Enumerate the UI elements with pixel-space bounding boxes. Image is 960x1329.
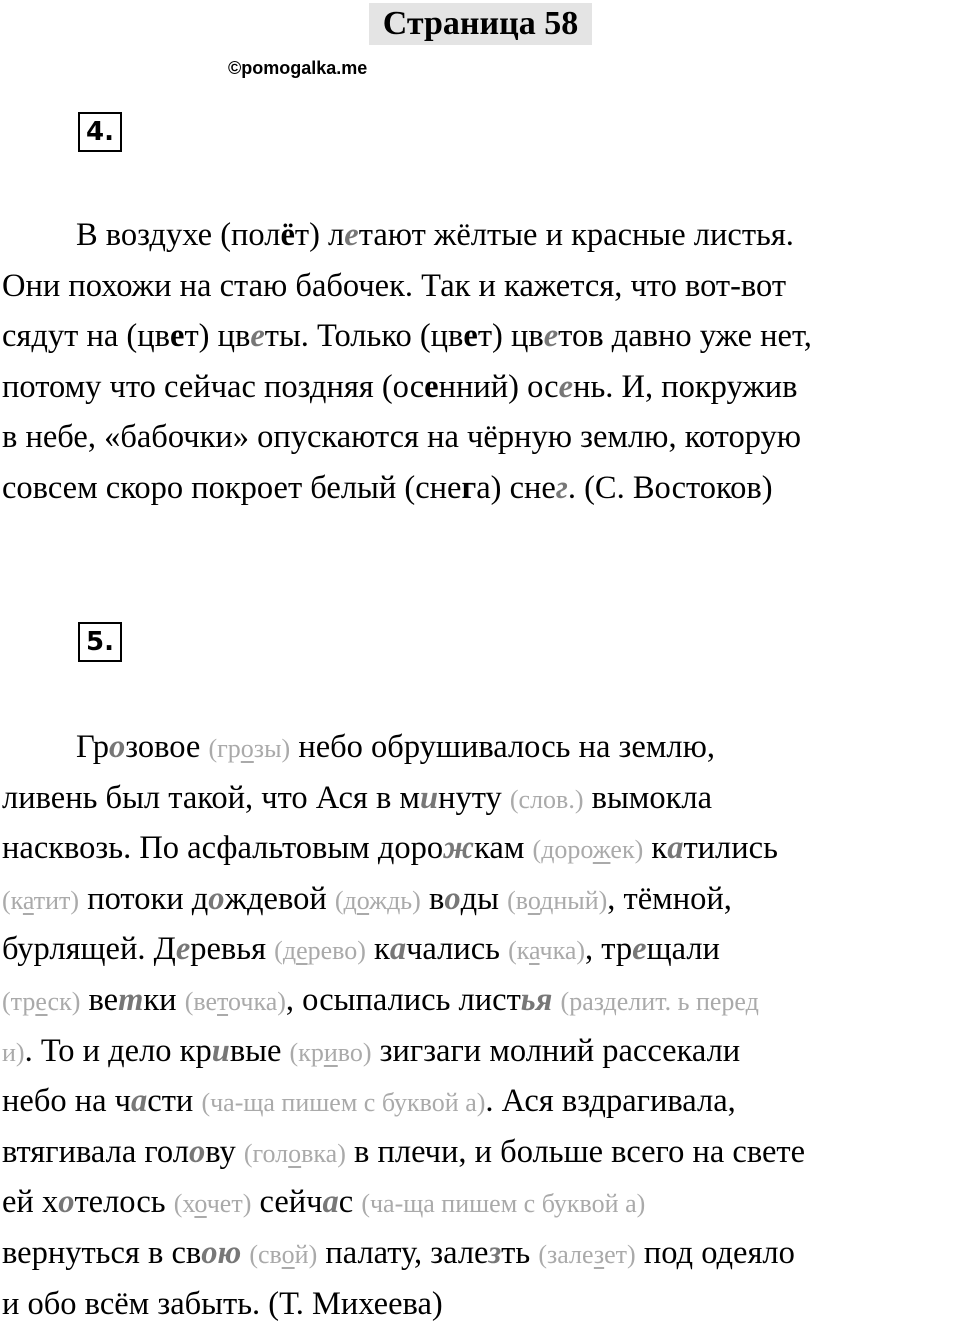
text-line [2, 924, 960, 975]
orthogram-letter: е [250, 318, 265, 355]
orthogram-letter: е [344, 217, 359, 253]
text-segment: щали [646, 931, 720, 968]
text-segment: нь. И, покружив [573, 368, 798, 405]
hint-text: (х [173, 1189, 195, 1219]
text-line [2, 1228, 960, 1279]
orthogram-letter: з [488, 1234, 502, 1271]
text-segment: под одеяло [635, 1234, 795, 1271]
text-segment: а) сне [476, 469, 556, 506]
orthogram-letter: а [131, 1083, 148, 1120]
text-segment: сти [147, 1083, 202, 1120]
text-segment: ждевой [224, 880, 335, 917]
hint-underlined-letter: а [22, 885, 34, 915]
page-title: Страница 58 [369, 3, 592, 45]
text-line [2, 1279, 960, 1329]
orthogram-letter: е [632, 931, 647, 968]
text-line [2, 362, 960, 413]
task-5-text [2, 722, 960, 1329]
hint-text: чет) [206, 1189, 252, 1219]
text-segment: . (С. Востоков) [567, 469, 773, 506]
text-segment: ты. Только (цв [264, 318, 464, 355]
text-segment: Они похожи на стаю бабочек. Так и кажется, что вот-вот [2, 267, 787, 304]
orthogram-letter: г [555, 469, 568, 506]
text-segment: , тёмной, [607, 880, 732, 917]
hint-text: зы) [253, 734, 291, 763]
text-line [2, 874, 960, 925]
text-segment: нуту [438, 779, 510, 816]
text-segment: вые [229, 1032, 290, 1069]
text-segment: бурлящей. Д [2, 931, 176, 968]
orthogram-letter: т [118, 981, 144, 1018]
hint-text: (тр [2, 986, 36, 1016]
text-segment: ки [143, 981, 185, 1018]
text-segment: совсем скоро покроет белый (сне [2, 469, 462, 506]
text-segment: ей х [2, 1184, 59, 1221]
bold-letter: е [463, 318, 478, 355]
hint-text: (зале [538, 1239, 594, 1269]
text-line [2, 1076, 960, 1127]
hint-text: (к [2, 885, 23, 915]
text-segment: ливень был такой, что Ася в м [2, 779, 420, 816]
text-line [2, 1026, 960, 1077]
text-segment: и обо всём забыть. (Т. Михеева) [2, 1285, 443, 1322]
hint-underlined-letter: е [35, 986, 48, 1016]
hint-text: ет) [604, 1239, 636, 1269]
task-4-text [2, 210, 960, 514]
orthogram-letter: и [211, 1032, 230, 1069]
orthogram-letter: о [58, 1184, 75, 1221]
text-line [2, 463, 960, 514]
hint-text: вка) [301, 1138, 346, 1168]
text-segment: ды [460, 880, 508, 917]
text-line [2, 773, 960, 824]
text-segment: тов давно уже нет, [558, 318, 812, 355]
text-segment: вымокла [583, 779, 713, 816]
hint-text: (ча-ща пишем с буквой а) [361, 1189, 646, 1219]
hint-text: (св [249, 1239, 282, 1269]
text-segment: ть [501, 1234, 539, 1271]
text-segment: телось [74, 1184, 174, 1221]
text-segment: . Ася вздрагивала, [485, 1083, 736, 1120]
text-segment: кам [474, 830, 533, 867]
text-segment: к [643, 830, 668, 867]
text-segment: Гр [76, 729, 109, 765]
orthogram-letter: ья [520, 981, 553, 1018]
task-number-5: 5. [78, 622, 122, 662]
hint-text: (д [334, 885, 357, 915]
hint-text: (кр [289, 1037, 324, 1067]
hint-text: тит) [33, 885, 80, 915]
hint-underlined-letter: о [240, 734, 254, 763]
task-number-4: 4. [78, 112, 122, 152]
text-segment: ве [80, 981, 119, 1018]
text-segment: палату, зале [317, 1234, 489, 1271]
orthogram-letter: е [175, 931, 191, 968]
text-segment: зигзаги молний рассекали [371, 1032, 741, 1069]
hint-text: чка) [539, 936, 586, 966]
hint-text: (гол [243, 1138, 289, 1168]
text-line [2, 311, 960, 362]
hint-text: (гр [208, 734, 241, 763]
orthogram-letter: о [444, 880, 461, 917]
text-line [2, 722, 960, 773]
text-line [2, 210, 960, 261]
text-segment: потоки д [79, 880, 209, 917]
hint-underlined-letter: е [296, 936, 308, 966]
hint-text: дный) [540, 885, 608, 915]
text-segment: тают жёлтые и красные листья. [358, 217, 794, 253]
text-segment: в [420, 880, 445, 917]
orthogram-letter: о [109, 729, 126, 765]
text-line [2, 1177, 960, 1228]
hint-text: во) [337, 1037, 372, 1067]
text-segment: ревья [190, 931, 275, 968]
text-segment: втягивала гол [2, 1133, 189, 1170]
hint-underlined-letter: о [527, 885, 541, 915]
text-segment: , тр [585, 931, 633, 968]
hint-underlined-letter: о [356, 885, 370, 915]
bold-letter: ё [280, 217, 295, 253]
text-segment: . То и дело кр [24, 1032, 212, 1069]
orthogram-letter: о [188, 1133, 206, 1170]
text-segment: В воздухе (пол [76, 217, 281, 253]
text-segment: потому что сейчас поздняя (ос [2, 368, 425, 405]
hint-underlined-letter: о [281, 1239, 295, 1269]
text-segment: небо на ч [2, 1083, 132, 1120]
orthogram-letter: е [543, 318, 559, 355]
hint-text: (слов.) [509, 784, 584, 814]
hint-text: (разделит. ь перед [560, 986, 759, 1016]
text-line [2, 412, 960, 463]
hint-text: рево) [307, 936, 366, 966]
hint-text: ждь) [369, 885, 421, 915]
orthogram-letter: и [420, 779, 439, 816]
hint-text: (ве [184, 986, 218, 1016]
hint-text: (доро [532, 835, 593, 865]
text-segment: вернуться в св [2, 1234, 202, 1271]
hint-text: ск) [47, 986, 81, 1016]
hint-text: (к [508, 936, 530, 966]
hint-text: (д [274, 936, 297, 966]
text-segment: т) цв [184, 318, 251, 355]
hint-underlined-letter: и [323, 1037, 338, 1067]
hint-text: ек) [610, 835, 644, 865]
text-segment [552, 982, 560, 1018]
hint-underlined-letter: ж [592, 835, 611, 865]
hint-text: очка) [228, 986, 286, 1016]
hint-underlined-letter: о [288, 1138, 302, 1168]
text-segment: сядут на (цв [2, 318, 170, 355]
hint-underlined-letter: т [217, 986, 229, 1016]
bold-letter: е [424, 368, 439, 405]
text-segment: к [365, 931, 390, 968]
bold-letter: е [170, 318, 185, 355]
text-segment: т) цв [477, 318, 544, 355]
text-segment: нний) ос [438, 368, 559, 405]
text-segment: с [338, 1184, 362, 1221]
text-segment: сейч [251, 1184, 323, 1221]
text-segment: зовое [125, 729, 209, 765]
orthogram-letter: а [667, 830, 684, 867]
orthogram-letter: ою [201, 1234, 242, 1271]
hint-text: (ча-ща пишем с буквой а) [201, 1088, 486, 1118]
text-line [2, 261, 960, 312]
orthogram-letter: ж [443, 830, 475, 867]
text-segment: небо обрушивалось на землю, [290, 729, 716, 765]
hint-text: и) [2, 1037, 25, 1067]
text-segment: тились [683, 830, 778, 867]
text-line [2, 1127, 960, 1178]
copyright-text: ©pomogalka.me [228, 58, 368, 78]
bold-letter: г [461, 469, 477, 506]
text-segment: в небе, «бабочки» опускаются на чёрную землю, которую [2, 419, 802, 456]
hint-text: й) [294, 1239, 318, 1269]
hint-text: (в [507, 885, 528, 915]
text-segment: т) л [294, 217, 345, 253]
text-segment: чались [406, 931, 509, 968]
text-line [2, 975, 960, 1026]
hint-underlined-letter: а [529, 936, 540, 966]
orthogram-letter: е [558, 368, 574, 405]
text-segment: , осыпались лист [285, 981, 521, 1018]
orthogram-letter: а [322, 1184, 339, 1221]
text-line [2, 823, 960, 874]
text-segment: в плечи, и больше всего на свете [345, 1133, 806, 1170]
hint-underlined-letter: з [593, 1239, 605, 1269]
hint-underlined-letter: о [194, 1189, 207, 1219]
orthogram-letter: а [389, 931, 407, 968]
text-segment: насквозь. По асфальтовым доро [2, 830, 444, 867]
orthogram-letter: о [208, 880, 225, 917]
text-segment: ву [205, 1133, 244, 1170]
